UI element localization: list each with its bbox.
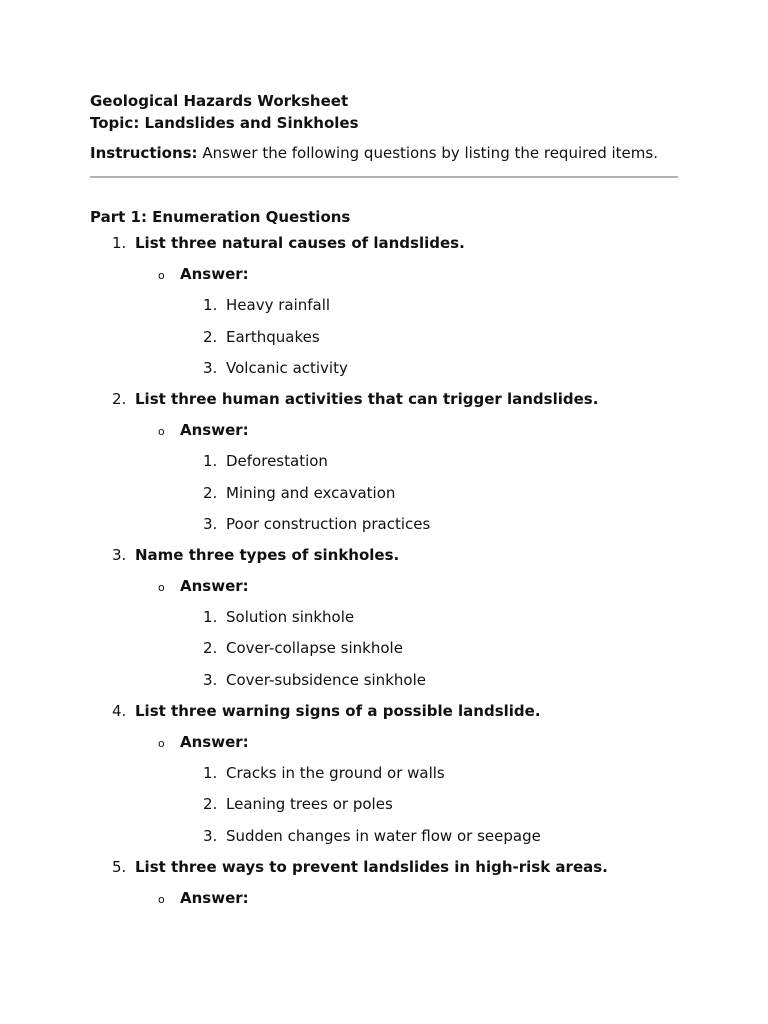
question-list bbox=[90, 228, 678, 914]
answer-label: Answer: bbox=[180, 265, 249, 284]
question-text: Name three types of sinkholes. bbox=[135, 545, 400, 564]
hollow-bullet-icon: o bbox=[158, 425, 165, 439]
answer-row bbox=[90, 259, 678, 290]
answer-item-text: Mining and excavation bbox=[226, 483, 396, 502]
hollow-bullet-icon: o bbox=[158, 581, 165, 595]
instructions-label: Instructions: bbox=[90, 144, 198, 162]
answer-item-number: 2. bbox=[203, 483, 218, 502]
question-number: 3. bbox=[112, 545, 127, 564]
answer-list-item bbox=[90, 353, 678, 384]
question-number: 2. bbox=[112, 389, 127, 408]
answer-label: Answer: bbox=[180, 888, 249, 907]
answer-list-item bbox=[90, 758, 678, 789]
answer-item-number: 3. bbox=[203, 826, 218, 845]
answer-item-text: Solution sinkhole bbox=[226, 608, 355, 627]
horizontal-divider bbox=[90, 176, 678, 178]
answer-item-number: 1. bbox=[203, 764, 218, 783]
question-item bbox=[90, 228, 678, 259]
answer-list-item bbox=[90, 446, 678, 477]
answer-item-text: Cover-subsidence sinkhole bbox=[226, 670, 426, 689]
answer-item-number: 3. bbox=[203, 358, 218, 377]
answer-list-item bbox=[90, 290, 678, 321]
hollow-bullet-icon: o bbox=[158, 892, 165, 906]
answer-item-number: 2. bbox=[203, 639, 218, 658]
answer-list-item bbox=[90, 602, 678, 633]
answer-list-item bbox=[90, 322, 678, 353]
answer-item-text: Deforestation bbox=[226, 452, 328, 471]
answer-item-text: Cracks in the ground or walls bbox=[226, 764, 445, 783]
answer-item-number: 1. bbox=[203, 452, 218, 471]
instructions bbox=[90, 142, 678, 164]
question-item bbox=[90, 696, 678, 727]
question-number: 1. bbox=[112, 234, 127, 252]
answer-item-text: Leaning trees or poles bbox=[226, 795, 393, 814]
hollow-bullet-icon: o bbox=[158, 269, 165, 283]
answer-row bbox=[90, 571, 678, 602]
question-item bbox=[90, 540, 678, 571]
answer-label: Answer: bbox=[180, 421, 249, 440]
answer-item-number: 3. bbox=[203, 514, 218, 533]
question-number: 4. bbox=[112, 701, 127, 720]
answer-list-item bbox=[90, 509, 678, 540]
answer-row bbox=[90, 415, 678, 446]
answer-item-text: Poor construction practices bbox=[226, 514, 431, 533]
answer-label: Answer: bbox=[180, 733, 249, 751]
question-text: List three human activities that can trigger landslides. bbox=[135, 389, 599, 408]
answer-label: Answer: bbox=[180, 577, 249, 596]
answer-item-number: 1. bbox=[203, 296, 218, 315]
hollow-bullet-icon: o bbox=[158, 737, 165, 750]
question-text: List three ways to prevent landslides in high-risk areas. bbox=[135, 857, 608, 876]
question-number: 5. bbox=[112, 857, 127, 876]
question-item bbox=[90, 852, 678, 883]
worksheet-content bbox=[90, 90, 678, 914]
answer-list-item bbox=[90, 821, 678, 852]
answer-item-number: 2. bbox=[203, 795, 218, 814]
answer-item-text: Volcanic activity bbox=[226, 358, 348, 377]
answer-list-item bbox=[90, 478, 678, 509]
question-text: List three warning signs of a possible landslide. bbox=[135, 701, 541, 720]
part-heading: Part 1: Enumeration Questions bbox=[90, 208, 351, 226]
answer-row bbox=[90, 883, 678, 914]
answer-item-text: Heavy rainfall bbox=[226, 296, 331, 315]
instructions-text: Answer the following questions by listing the required items. bbox=[197, 144, 658, 162]
answer-row bbox=[90, 727, 678, 758]
answer-item-number: 3. bbox=[203, 670, 218, 689]
question-text: List three natural causes of landslides. bbox=[135, 234, 465, 252]
answer-item-text: Earthquakes bbox=[226, 327, 320, 346]
worksheet-title: Geological Hazards Worksheet bbox=[90, 92, 349, 110]
answer-list-item bbox=[90, 665, 678, 696]
question-item bbox=[90, 384, 678, 415]
worksheet-topic: Topic: Landslides and Sinkholes bbox=[90, 114, 359, 132]
answer-item-number: 1. bbox=[203, 608, 218, 627]
answer-item-text: Sudden changes in water flow or seepage bbox=[226, 826, 541, 845]
answer-item-text: Cover-collapse sinkhole bbox=[226, 639, 403, 658]
answer-list-item bbox=[90, 789, 678, 820]
answer-list-item bbox=[90, 633, 678, 664]
answer-item-number: 2. bbox=[203, 327, 218, 346]
